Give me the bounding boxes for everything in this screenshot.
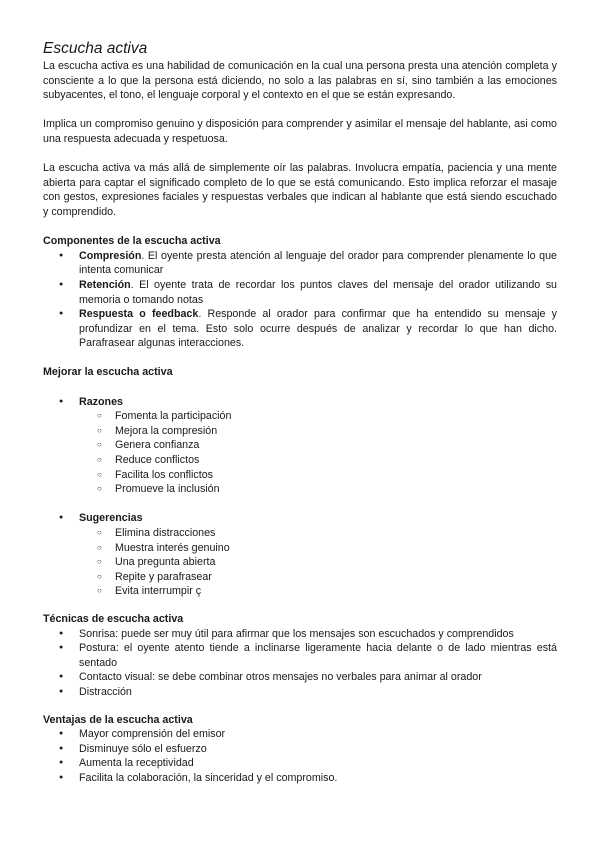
list-item: ○ Reduce conflictos [43, 453, 557, 468]
beyond-hearing-paragraph: La escucha activa va más allá de simplemente oír las palabras. Involucra empatía, paciencia y una mente abierta para captar el significado completo de lo que se está comunicando. Esto implica reforzar el masaje con gestos, expresiones faciales y respuestas verbales que indican al hablante que está siendo escuchado y comprendido. [43, 162, 557, 218]
list-item [43, 278, 557, 307]
list-item [43, 395, 557, 497]
list-item: ● Distracción [43, 685, 557, 700]
component-text: . El oyente presta atención al lenguaje del orador para comprender plenamente lo que intenta comunicar [79, 249, 557, 277]
list-item: ● Mayor comprensión del emisor [43, 727, 557, 742]
list-item: ○ Repite y parafrasear [43, 570, 557, 585]
improve-heading: Mejorar la escucha activa [43, 366, 173, 379]
list-item: ● Contacto visual: se debe combinar otros mensajes no verbales para animar al orador [43, 670, 557, 685]
list-item: ○ Una pregunta abierta [43, 555, 557, 570]
suggestions-list [43, 511, 557, 599]
component-text: . El oyente trata de recordar los puntos claves del mensaje del orador utilizando su memoria o tomando notas [79, 278, 557, 306]
list-item: ○ Facilita los conflictos [43, 468, 557, 483]
list-item: ○ Evita interrumpir ç [43, 584, 557, 599]
reasons-label: Razones [79, 395, 123, 408]
list-item: ● Facilita la colaboración, la sinceridad y el compromiso. [43, 771, 557, 786]
intro-paragraph: La escucha activa es una habilidad de comunicación en la cual una persona presta una atención completa y consciente a lo que la persona está diciendo, no solo a las palabras en sí, sino también a las emociones subyacentes, el tono, el lenguaje corporal y el contexto en el que se están expresando. [43, 60, 557, 102]
component-term: Compresión [79, 249, 142, 262]
list-item: ○ Elimina distracciones [43, 526, 557, 541]
advantages-list [43, 727, 557, 785]
list-item: ○ Fomenta la participación [43, 409, 557, 424]
reasons-list [43, 395, 557, 497]
list-item: ● Aumenta la receptividad [43, 756, 557, 771]
component-term: Retención [79, 278, 131, 291]
list-item [43, 511, 557, 599]
list-item: ○ Muestra interés genuino [43, 541, 557, 556]
advantages-heading: Ventajas de la escucha activa [43, 713, 193, 726]
list-item: ● Postura: el oyente atento tiende a inclinarse ligeramente hacia delante o de lado mientras está sentado [43, 641, 557, 670]
list-item: ○ Genera confianza [43, 438, 557, 453]
techniques-list [43, 627, 557, 700]
list-item: ○ Promueve la inclusión [43, 482, 557, 497]
reasons-sublist [43, 409, 557, 497]
techniques-heading: Técnicas de escucha activa [43, 612, 184, 625]
list-item [43, 249, 557, 278]
document-page [43, 40, 557, 786]
suggestions-sublist [43, 526, 557, 599]
list-item [43, 307, 557, 351]
list-item: ○ Mejora la compresión [43, 424, 557, 439]
component-text: . Responde al orador para confirmar que ha entendido su mensaje y profundizar en el tema. Esto solo ocurre después de analizar y recordar lo que han dicho. Parafrasear algunas interacciones. [79, 308, 557, 350]
list-item: ● Disminuye sólo el esfuerzo [43, 742, 557, 757]
components-list [43, 249, 557, 351]
document-title: Escucha activa [43, 40, 148, 57]
components-heading: Componentes de la escucha activa [43, 235, 221, 248]
component-term: Respuesta o feedback [79, 308, 199, 321]
suggestions-label: Sugerencias [79, 512, 143, 525]
list-item: ● Sonrisa: puede ser muy útil para afirmar que los mensajes son escuchados y comprendidos [43, 627, 557, 642]
commitment-paragraph: Implica un compromiso genuino y disposición para comprender y asimilar el mensaje del hablante, asi como una respuesta adecuada y respetuosa. [43, 118, 557, 145]
